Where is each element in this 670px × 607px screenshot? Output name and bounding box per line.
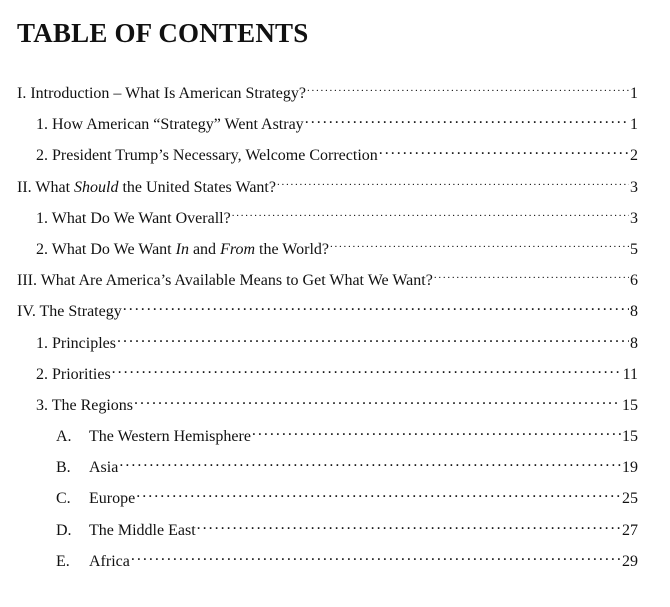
toc-entry-letter: E.	[56, 552, 70, 570]
toc-label-emphasis: Should	[74, 178, 119, 196]
toc-page-number: 5	[630, 240, 638, 258]
dot-leader	[197, 515, 621, 535]
toc-entry[interactable]	[17, 483, 638, 514]
toc-entry[interactable]	[17, 265, 638, 296]
dot-leader	[123, 296, 629, 316]
toc-page-number: 3	[630, 209, 638, 227]
dot-leader	[305, 109, 629, 129]
toc-entry-label: III. What Are America’s Available Means to Get What We Want?	[17, 272, 433, 290]
dot-leader	[131, 546, 621, 566]
toc-label-text: Europe	[89, 490, 136, 508]
page-title: TABLE OF CONTENTS	[17, 18, 309, 48]
toc-entry-label: 3. The Regions	[36, 396, 134, 414]
toc-page-number: 8	[630, 303, 638, 321]
toc-label-text: the United States Want?	[118, 178, 276, 196]
toc-page-number: 15	[622, 428, 638, 446]
toc-page-number: 19	[622, 459, 638, 477]
toc-page-number: 2	[630, 147, 638, 165]
dot-leader	[112, 359, 622, 379]
toc-entry-letter: D.	[56, 521, 72, 539]
toc-label-emphasis: From	[220, 240, 256, 258]
toc-page-number: 1	[630, 116, 638, 134]
toc-entry-letter: A.	[56, 428, 72, 446]
dot-leader	[252, 421, 621, 441]
dot-leader	[277, 172, 629, 192]
toc-page-number: 27	[622, 521, 638, 539]
toc-page-number: 15	[622, 396, 638, 414]
dot-leader	[434, 265, 629, 285]
dot-leader	[379, 140, 629, 160]
toc-entry-label	[56, 458, 118, 478]
toc-entry-label	[56, 521, 196, 541]
dot-leader	[307, 78, 629, 98]
toc-entry-label	[17, 178, 276, 198]
toc-entry[interactable]	[17, 234, 638, 265]
dot-leader	[119, 452, 621, 472]
toc-entry[interactable]	[17, 203, 638, 234]
table-of-contents	[17, 78, 638, 577]
toc-entry-label: I. Introduction – What Is American Strategy?	[17, 85, 306, 102]
toc-entry-letter: B.	[56, 459, 71, 477]
toc-entry-label	[56, 552, 130, 572]
toc-entry[interactable]	[17, 359, 638, 390]
toc-page-number: 29	[622, 552, 638, 570]
toc-entry[interactable]	[17, 109, 638, 140]
toc-entry-label: 2. Priorities	[36, 365, 111, 383]
dot-leader	[134, 390, 621, 410]
toc-label-text: 2. What Do We Want	[36, 240, 176, 258]
toc-label-text: the World?	[255, 240, 329, 258]
toc-entry-label: 1. What Do We Want Overall?	[36, 209, 231, 227]
toc-entry-label: 1. How American “Strategy” Went Astray	[36, 116, 304, 134]
toc-page-number: 6	[630, 272, 638, 290]
dot-leader	[232, 203, 629, 223]
toc-page-number: 8	[630, 334, 638, 352]
toc-entry[interactable]	[17, 390, 638, 421]
toc-entry[interactable]	[17, 140, 638, 171]
toc-label-text: Asia	[89, 459, 119, 477]
toc-entry[interactable]	[17, 172, 638, 203]
toc-page-number: 25	[622, 490, 638, 508]
toc-entry[interactable]	[17, 546, 638, 577]
dot-leader	[136, 483, 621, 503]
toc-page-number: 1	[630, 85, 638, 102]
toc-entry-label	[56, 427, 251, 447]
toc-entry[interactable]	[17, 421, 638, 452]
toc-entry-letter: C.	[56, 490, 71, 508]
toc-entry-label	[56, 489, 135, 509]
toc-label-text: The Western Hemisphere	[89, 428, 251, 446]
toc-page-number: 11	[622, 365, 638, 383]
toc-entry-label	[36, 240, 329, 260]
toc-label-text: The Middle East	[89, 521, 196, 539]
toc-entry-label: 1. Principles	[36, 334, 116, 352]
toc-label-text: and	[188, 240, 221, 258]
toc-entry-label: IV. The Strategy	[17, 303, 122, 321]
toc-entry[interactable]	[17, 78, 638, 109]
toc-entry[interactable]	[17, 452, 638, 483]
toc-page-number: 3	[630, 178, 638, 196]
toc-label-emphasis: In	[175, 240, 189, 258]
dot-leader	[330, 234, 629, 254]
dot-leader	[117, 328, 629, 348]
toc-entry[interactable]	[17, 328, 638, 359]
toc-entry[interactable]	[17, 515, 638, 546]
toc-entry[interactable]	[17, 296, 638, 327]
toc-entry-label: 2. President Trump’s Necessary, Welcome Correction	[36, 147, 378, 165]
toc-label-text: Africa	[89, 552, 130, 570]
toc-label-text: II. What	[17, 178, 75, 196]
